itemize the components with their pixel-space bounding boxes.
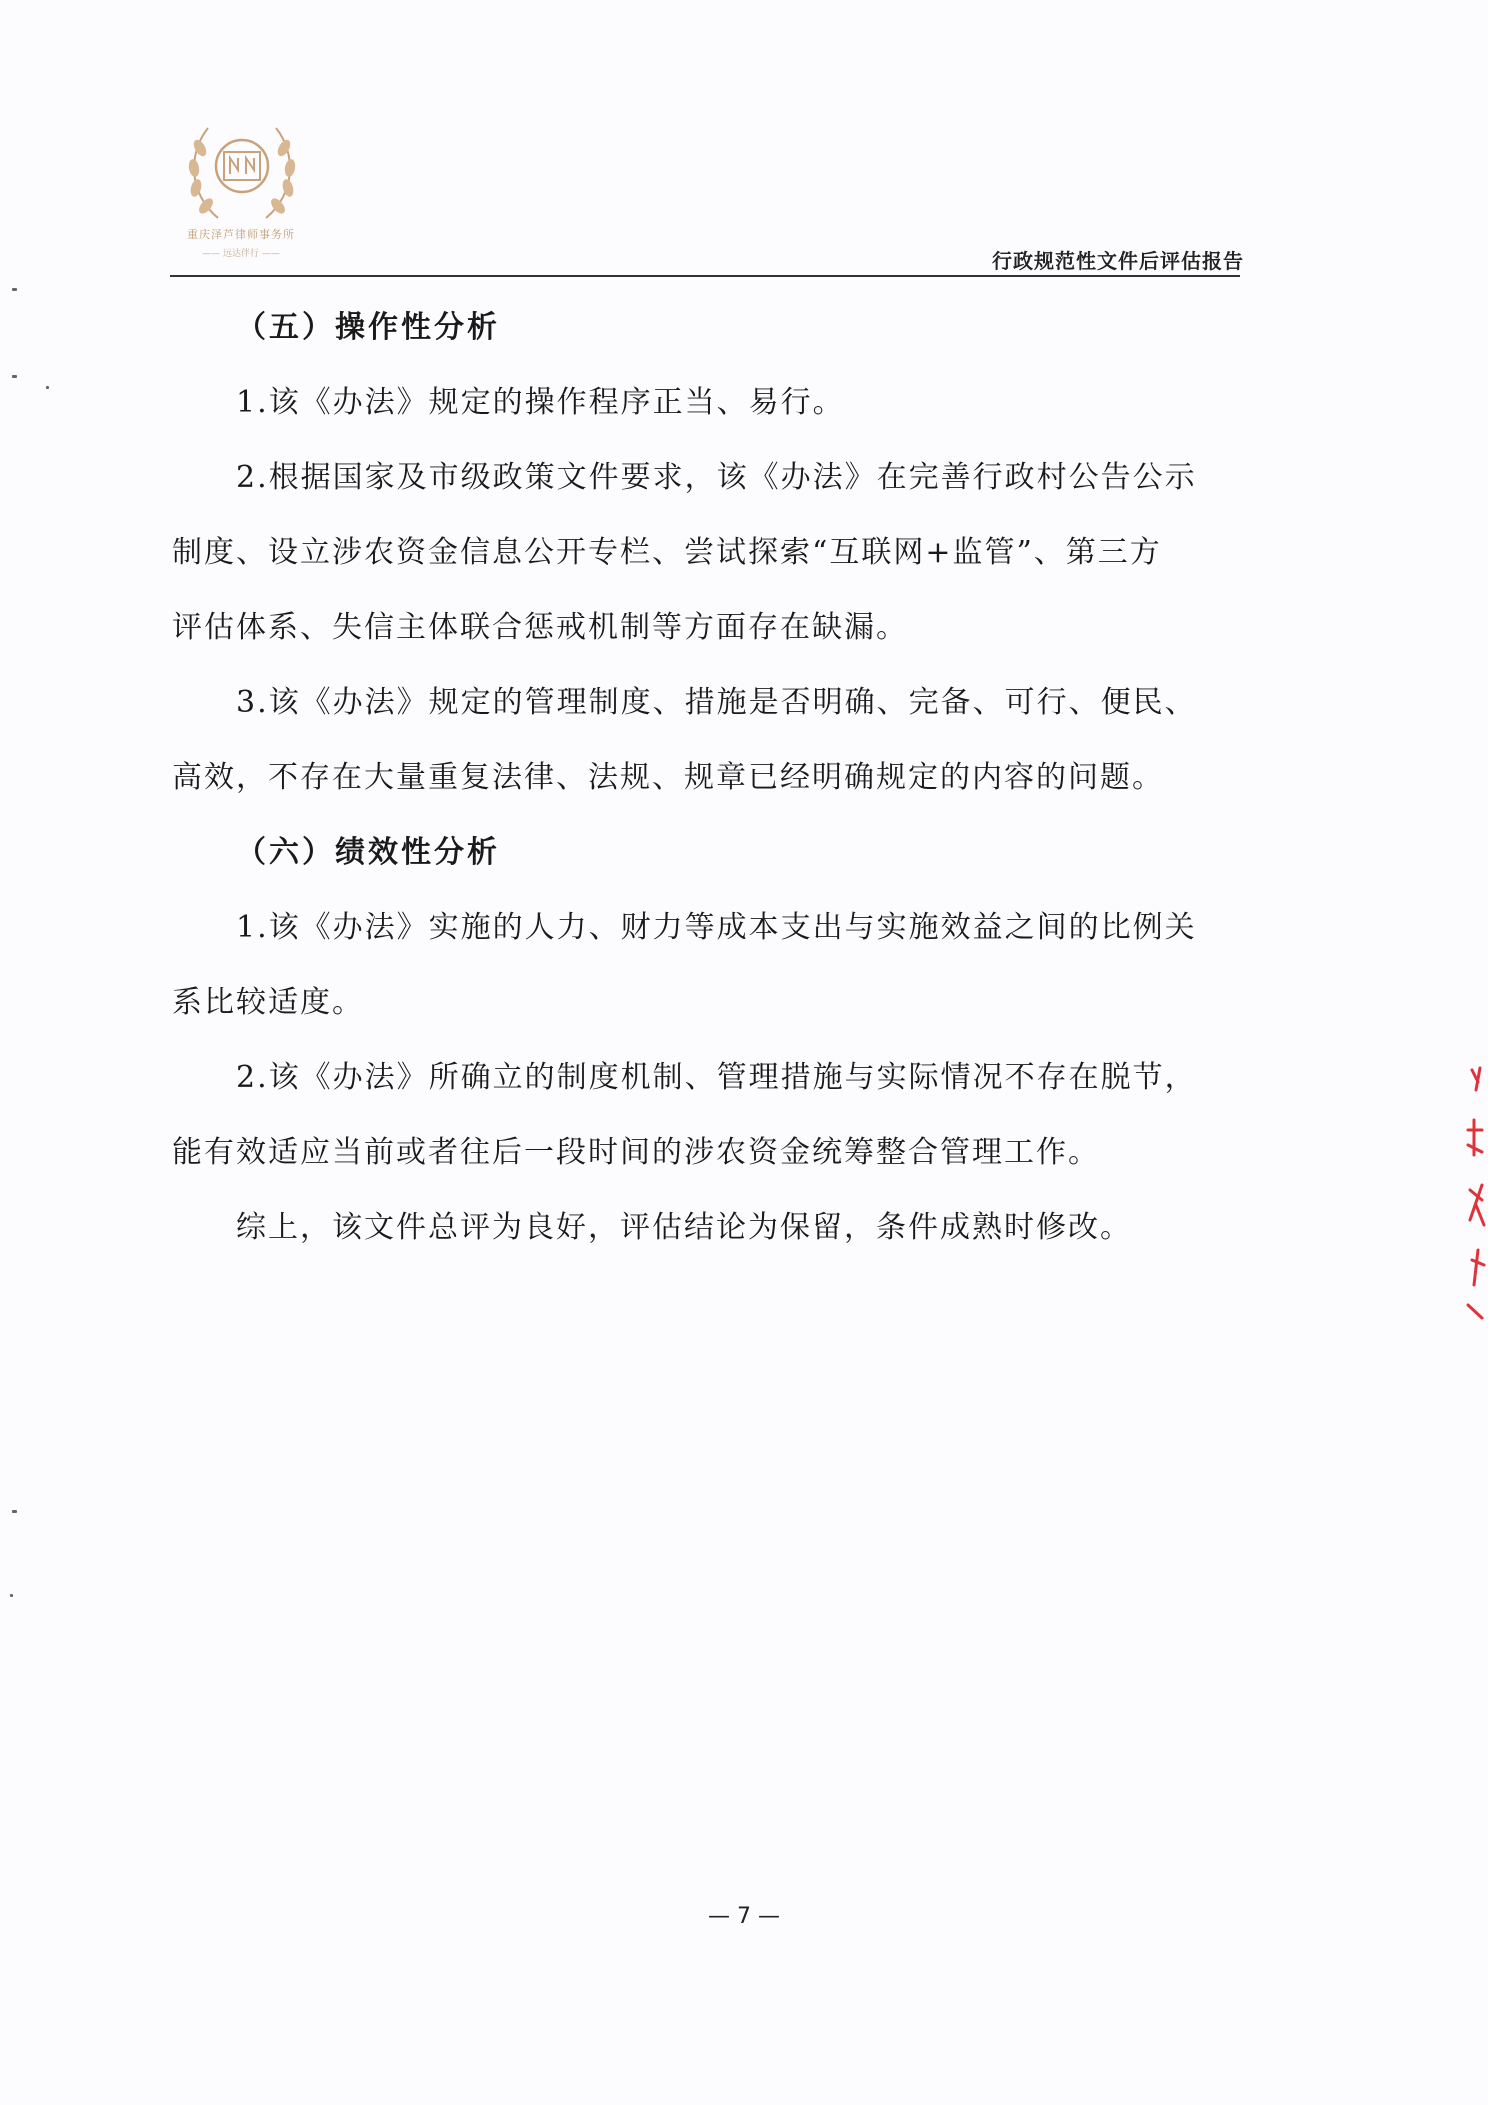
document-title: 行政规范性文件后评估报告 (992, 249, 1244, 273)
paragraph-continuation: 评估体系、失信主体联合惩戒机制等方面存在缺漏。 (172, 610, 908, 645)
paragraph: 1.该《办法》实施的人力、财力等成本支出与实施效益之间的比例关 (236, 910, 1197, 945)
conclusion-paragraph: 综上，该文件总评为良好，评估结论为保留，条件成熟时修改。 (236, 1210, 1132, 1245)
paragraph-continuation: 能有效适应当前或者往后一段时间的涉农资金统筹整合管理工作。 (172, 1135, 1100, 1170)
paragraph: 3.该《办法》规定的管理制度、措施是否明确、完备、可行、便民、 (236, 685, 1197, 720)
scan-speck (12, 288, 17, 291)
paragraph: 2.根据国家及市级政策文件要求，该《办法》在完善行政村公告公示 (236, 460, 1197, 495)
paragraph-continuation: 系比较适度。 (172, 985, 364, 1020)
page-number: — 7 — (708, 1904, 780, 1929)
paragraph-continuation: 高效，不存在大量重复法律、法规、规章已经明确规定的内容的问题。 (172, 760, 1164, 795)
paragraph: 2.该《办法》所确立的制度机制、管理措施与实际情况不存在脱节， (236, 1060, 1197, 1095)
logo-firm-name: 重庆泽芦律师事务所 (187, 228, 295, 241)
scan-speck (12, 375, 17, 378)
section-heading: （五）操作性分析 (236, 310, 500, 345)
paragraph-continuation: 制度、设立涉农资金信息公开专栏、尝试探索“互联网+监管”、第三方 (172, 535, 1162, 570)
document-body (172, 290, 1242, 1265)
scan-speck (12, 1510, 17, 1513)
scan-speck (10, 1594, 13, 1597)
section-heading: （六）绩效性分析 (236, 835, 500, 870)
header-divider (170, 275, 1240, 277)
scan-speck (46, 386, 49, 389)
paragraph: 1.该《办法》规定的操作程序正当、易行。 (236, 385, 845, 420)
seal-stamp-edge-icon (1462, 1060, 1488, 1320)
logo-motto: —— 远达伴行 —— (202, 249, 280, 259)
